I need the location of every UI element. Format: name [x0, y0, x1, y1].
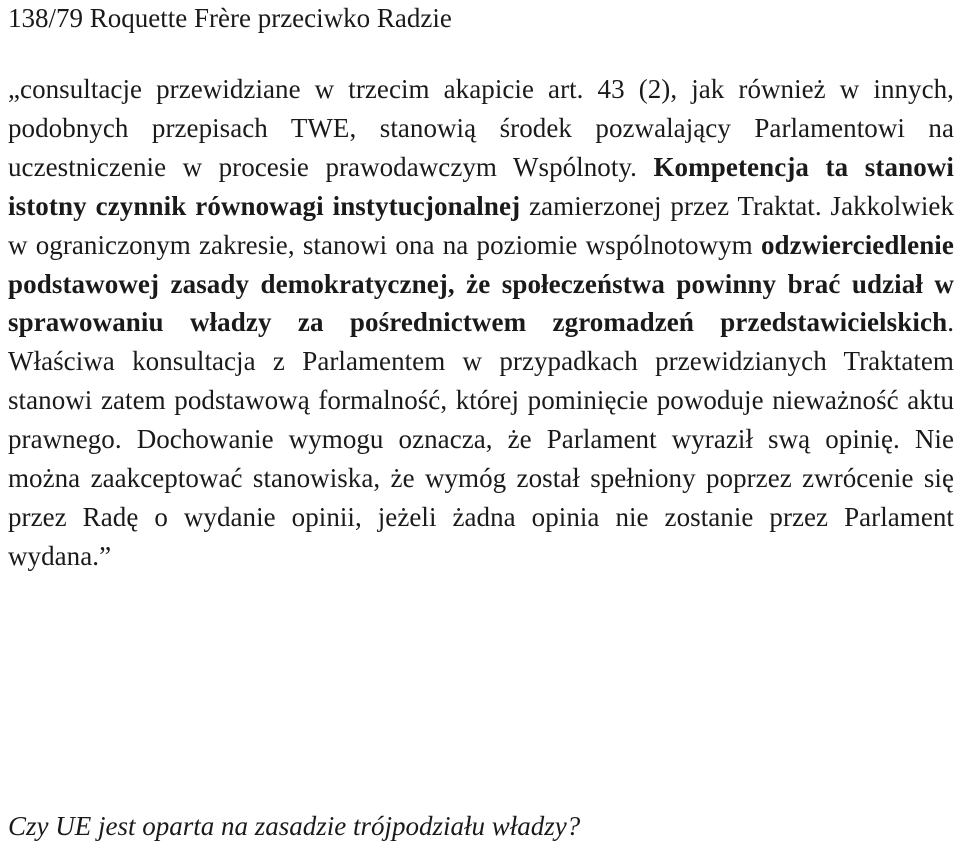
quote-segment: „consultacje przewidziane w trzecim akapicie art. 43 (2), jak również w innych, podobnych przepisach TWE, stanowią środek pozwalający Parlamentowi na uczestniczenie w procesie prawodawczym Wspólnoty. — [8, 74, 954, 182]
question-line: Czy UE jest oparta na zasadzie trójpodziału władzy? — [8, 811, 581, 841]
quote-emphasis: Kompetencja ta stanowi istotny czynnik równowagi instytucjonalnej — [8, 151, 954, 221]
document-page — [8, 0, 954, 576]
quote-emphasis: odzwierciedlenie podstawowej zasady demokratycznej, że społeczeństwa powinny brać udział w sprawowaniu władzy za pośrednictwem zgromadzeń przedstawicielskich — [8, 229, 954, 338]
quote-segment: zamierzonej przez Traktat. Jakkolwiek w ograniczonym zakresie, stanowi ona na poziomie wspólnotowym — [8, 190, 954, 260]
case-heading: 138/79 Roquette Frère przeciwko Radzie — [8, 3, 452, 33]
judgment-quote — [8, 70, 954, 576]
quote-segment: . Właściwa konsultacja z Parlamentem w przypadkach przewidzianych Traktatem stanowi zatem podstawową formalność, której pominięcie powoduje nieważność aktu prawnego. Dochowanie wymogu oznacza, że Parlament wyraził swą opinię. Nie można zaakceptować stanowiska, że wymóg został spełniony poprzez zwrócenie się przez Radę o wydanie opinii, jeżeli żadna opinia nie zostanie przez Parlament wydana.” — [8, 307, 954, 571]
